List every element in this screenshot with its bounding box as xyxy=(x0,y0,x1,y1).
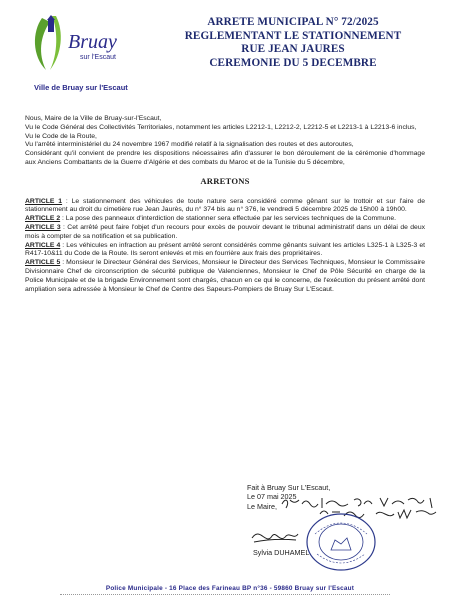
signature-date: Le 07 mai 2025 xyxy=(247,492,297,502)
article-1 xyxy=(25,198,425,216)
article-text: : Les véhicules en infraction au présent arrêté seront considérés comme gênants suivant les articles L325-1 à L325-3 et R417-10&11 du Code de la Route. Ils seront enlevés et mis en fourrière aux frais des propriétaires. xyxy=(25,241,425,258)
article-label: ARTICLE 2 xyxy=(25,215,61,223)
signature-role: Le Maire, xyxy=(247,501,277,511)
article-label: ARTICLE 4 xyxy=(25,241,61,249)
article-text: : Cet arrêté peut faire l'objet d'un recours pour excès de pouvoir devant le tribunal administratif dans un délai de deux mois à compter de sa notification et sa publication. xyxy=(25,223,425,240)
bruay-logo xyxy=(28,14,146,72)
logo-leaf-left xyxy=(35,18,50,70)
article-3 xyxy=(25,224,425,242)
city-label: Ville de Bruay sur l'Escaut xyxy=(34,83,128,92)
stamp-lettering-arc xyxy=(317,554,365,563)
title-line-4: CEREMONIE DU 5 DECEMBRE xyxy=(209,56,377,69)
article-text: : Monsieur le Directeur Général des Services, Monsieur le Directeur des Services Techniques, Monsieur le Commissaire Divisionnaire Chef de circonscription de sécurité publique de Valenciennes, Monsieur le Chef de Pôle Sécurité en charge de la Police Municipale et de la brigade Environnement sont chargés, chacun en ce qui le concerne, de l'exécution du présent arrêté dont ampliation sera adressée à Monsieur le Chef de Centre des Sapeurs-Pompiers de Bruay Sur L'Escaut. xyxy=(25,259,425,293)
title-line-1: ARRETE MUNICIPAL N° 72/2025 xyxy=(207,16,379,28)
footer-address: Police Municipale - 16 Place des Farineau BP n°36 - 59860 Bruay sur l'Escaut xyxy=(105,585,355,592)
signature-place: Fait à Bruay Sur L'Escaut, xyxy=(247,483,331,492)
article-5 xyxy=(25,259,425,294)
document-title xyxy=(158,16,428,70)
scribble-path xyxy=(252,534,298,542)
article-label: ARTICLE 3 xyxy=(25,223,61,231)
stamp-outer-ring xyxy=(307,514,375,570)
municipal-stamp xyxy=(305,512,377,572)
handwriting-line-1 xyxy=(282,498,432,508)
preamble-line: Nous, Maire de la Ville de Bruay-sur-l'Escaut, xyxy=(25,115,162,122)
signature-scribble xyxy=(250,524,300,546)
article-label: ARTICLE 5 xyxy=(25,259,61,267)
title-line-2: REGLEMENTANT LE STATIONNEMENT xyxy=(184,29,402,42)
article-2 xyxy=(25,215,425,224)
logo-wordmark: Bruay xyxy=(68,31,117,53)
preamble-line: Vu le Code Général des Collectivités Territoriales, notamment les articles L2212-1, L2212-2, L2212-5 et L2213-1 à L2213-6 inclus, xyxy=(25,123,417,131)
article-4 xyxy=(25,242,425,260)
signer-name: Sylvia DUHAMEL xyxy=(253,548,310,557)
logo-subtitle: sur l'Escaut xyxy=(80,54,116,61)
title-line-3: RUE JEAN JAURES xyxy=(241,43,345,56)
preamble-line: Vu l'arrêté interministériel du 24 novembre 1967 modifié relatif à la signalisation des routes et des autoroutes, xyxy=(25,141,354,149)
stamp-inner-ring xyxy=(319,524,363,560)
preamble-line: Vu le Code de la Route, xyxy=(25,132,97,140)
arretons-heading: ARRETONS xyxy=(200,175,250,186)
logo-tower xyxy=(48,20,54,32)
article-text: : La pose des panneaux d'interdiction de stationner sera effectuée par les services techniques de la Commune. xyxy=(60,215,397,223)
stamp-emblem xyxy=(331,538,351,550)
preamble-line: Considérant qu'il convient de prendre les dispositions nécessaires afin d'assurer le bon déroulement de la cérémonie d'hommage aux Anciens Combattants de la Guerre d'Algérie et des combats du Maroc et de la Tunisie du 5 décembre, xyxy=(25,150,425,166)
document-body xyxy=(25,115,425,294)
footer-divider xyxy=(60,594,390,595)
article-label: ARTICLE 1 xyxy=(25,197,63,205)
article-text: : Le stationnement des véhicules de toute nature sera considéré comme gênant sur le trottoir et sur l'aire de stationnement au droit du cimetière rue Jean Jaurès, du n° 374 bis au n° 376, le vendredi 5 décembre 2025 de 15h00 à 19h00. xyxy=(25,197,425,214)
